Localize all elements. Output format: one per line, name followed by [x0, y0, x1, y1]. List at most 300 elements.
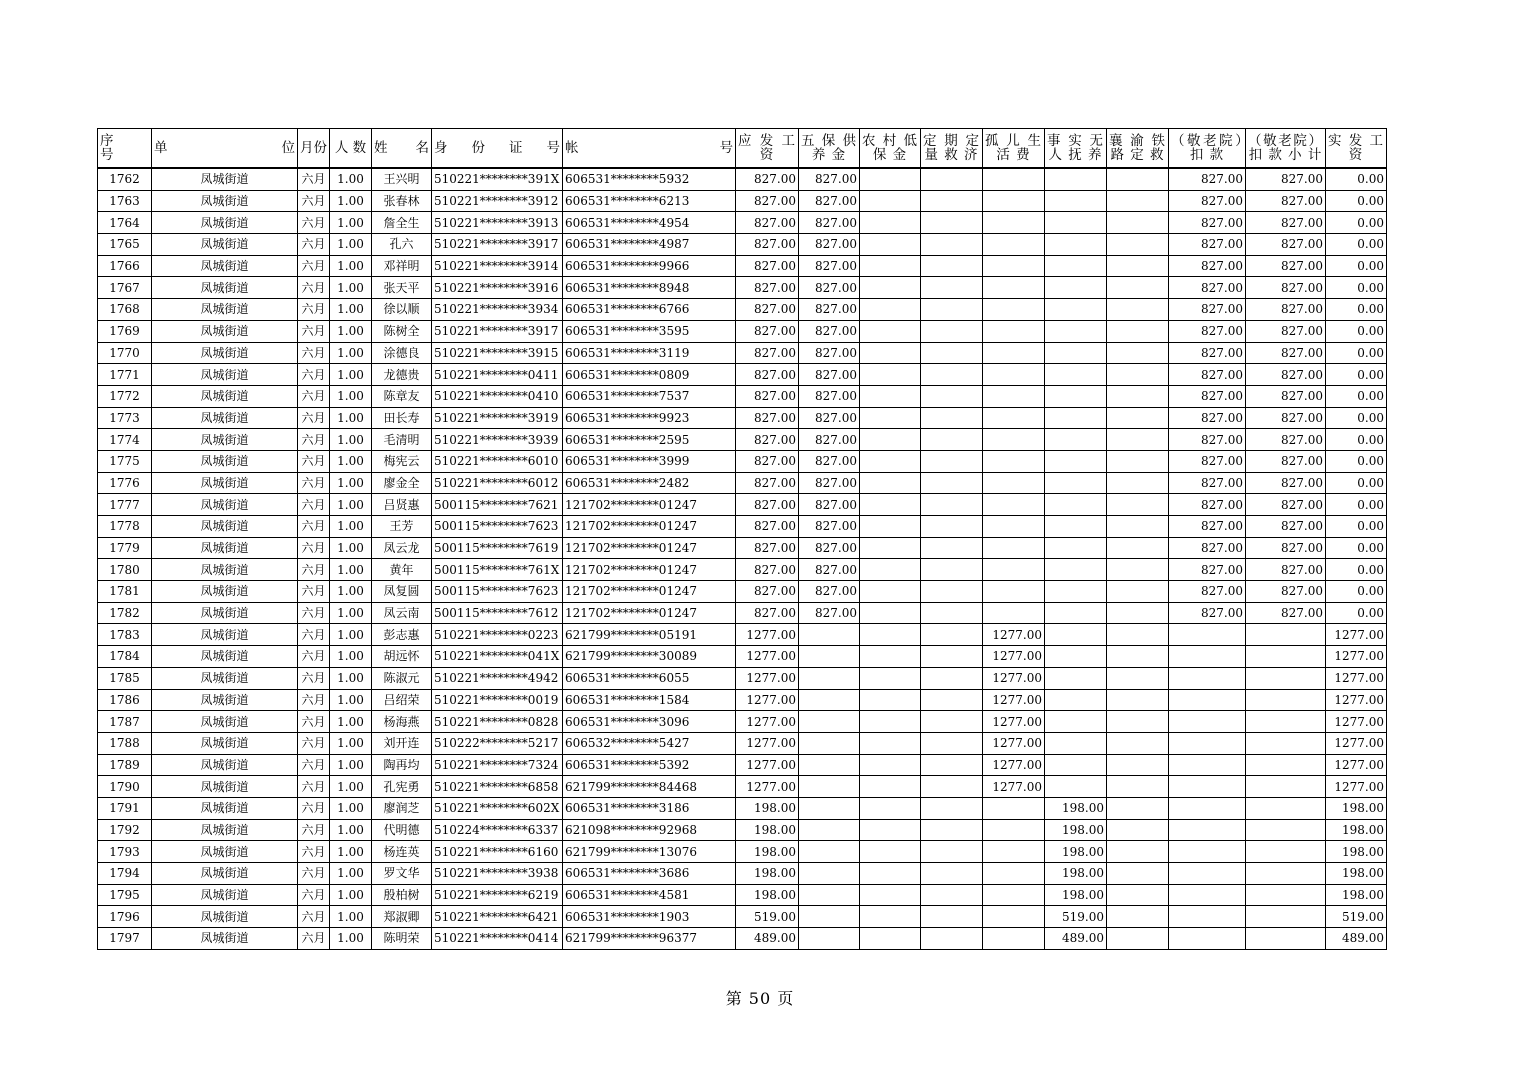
cell-dibao	[860, 168, 921, 190]
cell-seq: 1766	[98, 255, 152, 277]
cell-subtotal	[1246, 819, 1326, 841]
cell-wubao	[799, 689, 860, 711]
cell-shishi	[1045, 429, 1107, 451]
cell-name: 凤云南	[372, 602, 432, 624]
table-row	[98, 602, 1387, 624]
cell-id: 510221********3919	[432, 407, 563, 429]
table-row	[98, 299, 1387, 321]
cell-month: 六月	[298, 581, 330, 603]
cell-account: 606531********2595	[563, 429, 736, 451]
cell-account: 606531********5932	[563, 168, 736, 190]
cell-id: 510221********3917	[432, 320, 563, 342]
cell-dibao	[860, 667, 921, 689]
cell-month: 六月	[298, 732, 330, 754]
cell-dingliang	[921, 212, 983, 234]
cell-seq: 1787	[98, 711, 152, 733]
cell-net: 1277.00	[1326, 667, 1387, 689]
cell-net: 1277.00	[1326, 624, 1387, 646]
cell-name: 代明德	[372, 819, 432, 841]
cell-unit: 凤城街道	[152, 364, 298, 386]
cell-guer	[983, 841, 1045, 863]
cell-id: 500115********7621	[432, 494, 563, 516]
cell-dingliang	[921, 711, 983, 733]
cell-dibao	[860, 711, 921, 733]
cell-month: 六月	[298, 212, 330, 234]
cell-koukuan	[1169, 667, 1246, 689]
cell-dibao	[860, 689, 921, 711]
cell-dibao	[860, 863, 921, 885]
cell-seq: 1784	[98, 646, 152, 668]
cell-id: 510221********0828	[432, 711, 563, 733]
cell-guer: 1277.00	[983, 754, 1045, 776]
cell-xiangyu	[1107, 385, 1169, 407]
cell-seq: 1774	[98, 429, 152, 451]
cell-xiangyu	[1107, 689, 1169, 711]
cell-gross: 827.00	[736, 255, 799, 277]
cell-id: 510221********3939	[432, 429, 563, 451]
cell-dibao	[860, 364, 921, 386]
cell-guer	[983, 407, 1045, 429]
cell-account: 621799********96377	[563, 928, 736, 950]
cell-people: 1.00	[330, 234, 372, 256]
cell-dibao	[860, 277, 921, 299]
cell-month: 六月	[298, 906, 330, 928]
header-unit: 单 位	[152, 129, 298, 169]
cell-people: 1.00	[330, 516, 372, 538]
cell-shishi	[1045, 472, 1107, 494]
cell-unit: 凤城街道	[152, 212, 298, 234]
cell-subtotal: 827.00	[1246, 385, 1326, 407]
cell-koukuan: 827.00	[1169, 472, 1246, 494]
cell-name: 孔宪勇	[372, 776, 432, 798]
cell-guer	[983, 190, 1045, 212]
cell-gross: 1277.00	[736, 754, 799, 776]
cell-month: 六月	[298, 689, 330, 711]
cell-dibao	[860, 602, 921, 624]
cell-guer	[983, 320, 1045, 342]
cell-account: 606531********9923	[563, 407, 736, 429]
cell-subtotal	[1246, 754, 1326, 776]
cell-subtotal: 827.00	[1246, 212, 1326, 234]
cell-name: 杨连英	[372, 841, 432, 863]
cell-seq: 1765	[98, 234, 152, 256]
cell-month: 六月	[298, 884, 330, 906]
cell-gross: 198.00	[736, 819, 799, 841]
cell-name: 张天平	[372, 277, 432, 299]
cell-people: 1.00	[330, 689, 372, 711]
cell-net: 0.00	[1326, 212, 1387, 234]
cell-xiangyu	[1107, 234, 1169, 256]
cell-gross: 827.00	[736, 234, 799, 256]
cell-name: 郑淑卿	[372, 906, 432, 928]
cell-net: 1277.00	[1326, 689, 1387, 711]
cell-people: 1.00	[330, 667, 372, 689]
cell-shishi	[1045, 320, 1107, 342]
cell-shishi	[1045, 711, 1107, 733]
cell-dingliang	[921, 429, 983, 451]
cell-gross: 489.00	[736, 928, 799, 950]
cell-guer	[983, 168, 1045, 190]
cell-wubao	[799, 906, 860, 928]
cell-month: 六月	[298, 841, 330, 863]
cell-account: 606531********3186	[563, 797, 736, 819]
cell-koukuan: 827.00	[1169, 429, 1246, 451]
cell-seq: 1782	[98, 602, 152, 624]
cell-seq: 1773	[98, 407, 152, 429]
table-row	[98, 342, 1387, 364]
cell-name: 吕绍荣	[372, 689, 432, 711]
cell-dingliang	[921, 667, 983, 689]
cell-guer	[983, 212, 1045, 234]
cell-month: 六月	[298, 928, 330, 950]
cell-guer: 1277.00	[983, 667, 1045, 689]
cell-koukuan: 827.00	[1169, 581, 1246, 603]
cell-people: 1.00	[330, 168, 372, 190]
cell-xiangyu	[1107, 255, 1169, 277]
cell-wubao	[799, 884, 860, 906]
cell-koukuan	[1169, 711, 1246, 733]
cell-month: 六月	[298, 646, 330, 668]
cell-wubao: 827.00	[799, 472, 860, 494]
cell-account: 606531********3595	[563, 320, 736, 342]
cell-id: 510221********3914	[432, 255, 563, 277]
cell-people: 1.00	[330, 602, 372, 624]
cell-shishi	[1045, 581, 1107, 603]
table-row	[98, 581, 1387, 603]
cell-koukuan	[1169, 754, 1246, 776]
cell-id: 510221********602X	[432, 797, 563, 819]
cell-net: 0.00	[1326, 190, 1387, 212]
cell-unit: 凤城街道	[152, 689, 298, 711]
cell-unit: 凤城街道	[152, 711, 298, 733]
cell-wubao	[799, 732, 860, 754]
cell-seq: 1793	[98, 841, 152, 863]
cell-subtotal: 827.00	[1246, 472, 1326, 494]
cell-net: 0.00	[1326, 320, 1387, 342]
cell-dibao	[860, 190, 921, 212]
cell-seq: 1788	[98, 732, 152, 754]
cell-account: 606531********1903	[563, 906, 736, 928]
cell-dingliang	[921, 537, 983, 559]
cell-gross: 827.00	[736, 212, 799, 234]
cell-koukuan: 827.00	[1169, 364, 1246, 386]
cell-shishi	[1045, 407, 1107, 429]
cell-seq: 1769	[98, 320, 152, 342]
cell-wubao	[799, 776, 860, 798]
cell-shishi: 198.00	[1045, 841, 1107, 863]
cell-people: 1.00	[330, 776, 372, 798]
cell-seq: 1762	[98, 168, 152, 190]
cell-subtotal	[1246, 906, 1326, 928]
cell-guer	[983, 385, 1045, 407]
cell-xiangyu	[1107, 667, 1169, 689]
cell-koukuan	[1169, 906, 1246, 928]
cell-wubao	[799, 819, 860, 841]
cell-net: 0.00	[1326, 168, 1387, 190]
cell-unit: 凤城街道	[152, 494, 298, 516]
cell-dibao	[860, 537, 921, 559]
cell-shishi	[1045, 342, 1107, 364]
cell-name: 梅宪云	[372, 450, 432, 472]
cell-people: 1.00	[330, 732, 372, 754]
cell-wubao: 827.00	[799, 581, 860, 603]
cell-subtotal: 827.00	[1246, 364, 1326, 386]
header-xiangyu: 襄 渝 铁 路 定 救	[1107, 129, 1169, 169]
cell-wubao: 827.00	[799, 450, 860, 472]
cell-account: 621799********05191	[563, 624, 736, 646]
cell-subtotal: 827.00	[1246, 407, 1326, 429]
cell-seq: 1795	[98, 884, 152, 906]
cell-id: 510221********0223	[432, 624, 563, 646]
cell-people: 1.00	[330, 190, 372, 212]
cell-seq: 1770	[98, 342, 152, 364]
cell-guer	[983, 429, 1045, 451]
cell-wubao: 827.00	[799, 234, 860, 256]
cell-account: 621799********84468	[563, 776, 736, 798]
cell-account: 606531********4954	[563, 212, 736, 234]
cell-subtotal	[1246, 732, 1326, 754]
cell-xiangyu	[1107, 277, 1169, 299]
cell-xiangyu	[1107, 754, 1169, 776]
cell-wubao: 827.00	[799, 342, 860, 364]
header-shishi: 事 实 无 人 抚 养	[1045, 129, 1107, 169]
cell-unit: 凤城街道	[152, 797, 298, 819]
cell-wubao: 827.00	[799, 212, 860, 234]
cell-month: 六月	[298, 516, 330, 538]
cell-account: 606531********3999	[563, 450, 736, 472]
cell-gross: 827.00	[736, 407, 799, 429]
cell-shishi	[1045, 385, 1107, 407]
cell-net: 0.00	[1326, 407, 1387, 429]
cell-gross: 1277.00	[736, 711, 799, 733]
table-row	[98, 364, 1387, 386]
cell-shishi	[1045, 624, 1107, 646]
cell-dingliang	[921, 906, 983, 928]
table-row	[98, 429, 1387, 451]
cell-id: 510221********3915	[432, 342, 563, 364]
cell-name: 孔六	[372, 234, 432, 256]
cell-dingliang	[921, 494, 983, 516]
cell-dingliang	[921, 819, 983, 841]
cell-wubao: 827.00	[799, 190, 860, 212]
cell-shishi	[1045, 754, 1107, 776]
table-row	[98, 884, 1387, 906]
cell-xiangyu	[1107, 819, 1169, 841]
cell-koukuan: 827.00	[1169, 450, 1246, 472]
cell-dibao	[860, 624, 921, 646]
cell-seq: 1790	[98, 776, 152, 798]
cell-account: 121702********01247	[563, 559, 736, 581]
cell-seq: 1778	[98, 516, 152, 538]
cell-account: 606531********3686	[563, 863, 736, 885]
cell-net: 0.00	[1326, 364, 1387, 386]
cell-id: 510221********0414	[432, 928, 563, 950]
cell-gross: 519.00	[736, 906, 799, 928]
cell-dibao	[860, 450, 921, 472]
cell-koukuan: 827.00	[1169, 516, 1246, 538]
cell-net: 1277.00	[1326, 776, 1387, 798]
cell-id: 500115********7623	[432, 516, 563, 538]
cell-dibao	[860, 212, 921, 234]
cell-net: 489.00	[1326, 928, 1387, 950]
cell-unit: 凤城街道	[152, 906, 298, 928]
cell-dingliang	[921, 385, 983, 407]
cell-guer	[983, 299, 1045, 321]
cell-unit: 凤城街道	[152, 429, 298, 451]
cell-guer	[983, 884, 1045, 906]
cell-net: 0.00	[1326, 516, 1387, 538]
cell-month: 六月	[298, 299, 330, 321]
cell-people: 1.00	[330, 581, 372, 603]
cell-guer: 1277.00	[983, 646, 1045, 668]
cell-koukuan: 827.00	[1169, 494, 1246, 516]
cell-gross: 827.00	[736, 537, 799, 559]
cell-month: 六月	[298, 450, 330, 472]
cell-guer	[983, 819, 1045, 841]
cell-seq: 1763	[98, 190, 152, 212]
cell-wubao: 827.00	[799, 277, 860, 299]
cell-people: 1.00	[330, 819, 372, 841]
cell-id: 510221********6421	[432, 906, 563, 928]
cell-dingliang	[921, 884, 983, 906]
cell-net: 198.00	[1326, 819, 1387, 841]
table-row	[98, 190, 1387, 212]
cell-id: 510221********0410	[432, 385, 563, 407]
cell-xiangyu	[1107, 494, 1169, 516]
cell-month: 六月	[298, 342, 330, 364]
cell-gross: 827.00	[736, 168, 799, 190]
cell-account: 606531********5392	[563, 754, 736, 776]
cell-seq: 1785	[98, 667, 152, 689]
cell-koukuan: 827.00	[1169, 212, 1246, 234]
cell-dibao	[860, 494, 921, 516]
cell-net: 0.00	[1326, 299, 1387, 321]
cell-id: 510221********041X	[432, 646, 563, 668]
cell-subtotal: 827.00	[1246, 494, 1326, 516]
cell-people: 1.00	[330, 841, 372, 863]
cell-unit: 凤城街道	[152, 732, 298, 754]
cell-shishi: 198.00	[1045, 884, 1107, 906]
cell-seq: 1792	[98, 819, 152, 841]
cell-month: 六月	[298, 494, 330, 516]
table-row	[98, 494, 1387, 516]
cell-dingliang	[921, 863, 983, 885]
cell-xiangyu	[1107, 429, 1169, 451]
cell-guer	[983, 494, 1045, 516]
cell-account: 606531********8948	[563, 277, 736, 299]
cell-unit: 凤城街道	[152, 168, 298, 190]
cell-account: 606531********4987	[563, 234, 736, 256]
cell-guer	[983, 581, 1045, 603]
cell-koukuan	[1169, 646, 1246, 668]
cell-id: 500115********7619	[432, 537, 563, 559]
cell-koukuan: 827.00	[1169, 602, 1246, 624]
table-row	[98, 277, 1387, 299]
cell-name: 王兴明	[372, 168, 432, 190]
cell-subtotal	[1246, 884, 1326, 906]
cell-dibao	[860, 516, 921, 538]
cell-dingliang	[921, 776, 983, 798]
cell-month: 六月	[298, 559, 330, 581]
header-net: 实 发 工 资	[1326, 129, 1387, 169]
cell-koukuan	[1169, 884, 1246, 906]
cell-subtotal: 827.00	[1246, 190, 1326, 212]
cell-gross: 827.00	[736, 602, 799, 624]
cell-id: 510221********391X	[432, 168, 563, 190]
cell-dingliang	[921, 754, 983, 776]
cell-seq: 1781	[98, 581, 152, 603]
cell-month: 六月	[298, 472, 330, 494]
cell-month: 六月	[298, 754, 330, 776]
cell-net: 0.00	[1326, 277, 1387, 299]
cell-xiangyu	[1107, 624, 1169, 646]
header-row	[98, 129, 1387, 169]
cell-koukuan: 827.00	[1169, 320, 1246, 342]
cell-unit: 凤城街道	[152, 602, 298, 624]
cell-seq: 1767	[98, 277, 152, 299]
cell-xiangyu	[1107, 581, 1169, 603]
cell-seq: 1777	[98, 494, 152, 516]
cell-people: 1.00	[330, 884, 372, 906]
cell-dingliang	[921, 450, 983, 472]
cell-month: 六月	[298, 819, 330, 841]
cell-shishi	[1045, 667, 1107, 689]
cell-guer: 1277.00	[983, 776, 1045, 798]
cell-gross: 827.00	[736, 581, 799, 603]
cell-shishi: 198.00	[1045, 797, 1107, 819]
cell-guer	[983, 797, 1045, 819]
cell-gross: 1277.00	[736, 667, 799, 689]
cell-unit: 凤城街道	[152, 342, 298, 364]
cell-month: 六月	[298, 624, 330, 646]
cell-id: 510221********4942	[432, 667, 563, 689]
cell-net: 519.00	[1326, 906, 1387, 928]
cell-net: 198.00	[1326, 797, 1387, 819]
cell-dibao	[860, 234, 921, 256]
cell-koukuan	[1169, 776, 1246, 798]
cell-people: 1.00	[330, 646, 372, 668]
cell-unit: 凤城街道	[152, 559, 298, 581]
cell-wubao	[799, 711, 860, 733]
cell-subtotal	[1246, 841, 1326, 863]
table-row	[98, 754, 1387, 776]
cell-people: 1.00	[330, 797, 372, 819]
cell-subtotal: 827.00	[1246, 168, 1326, 190]
cell-net: 0.00	[1326, 602, 1387, 624]
cell-id: 510221********7324	[432, 754, 563, 776]
cell-dibao	[860, 841, 921, 863]
cell-koukuan	[1169, 863, 1246, 885]
table-row	[98, 624, 1387, 646]
cell-wubao: 827.00	[799, 255, 860, 277]
cell-dibao	[860, 581, 921, 603]
cell-net: 0.00	[1326, 494, 1387, 516]
cell-unit: 凤城街道	[152, 385, 298, 407]
cell-net: 0.00	[1326, 429, 1387, 451]
cell-gross: 827.00	[736, 494, 799, 516]
cell-subtotal: 827.00	[1246, 602, 1326, 624]
cell-name: 陈淑元	[372, 667, 432, 689]
cell-unit: 凤城街道	[152, 407, 298, 429]
cell-shishi	[1045, 168, 1107, 190]
cell-account: 606531********9966	[563, 255, 736, 277]
cell-subtotal: 827.00	[1246, 581, 1326, 603]
cell-koukuan	[1169, 689, 1246, 711]
header-people: 人 数	[330, 129, 372, 169]
cell-people: 1.00	[330, 212, 372, 234]
cell-month: 六月	[298, 255, 330, 277]
cell-id: 510221********3938	[432, 863, 563, 885]
